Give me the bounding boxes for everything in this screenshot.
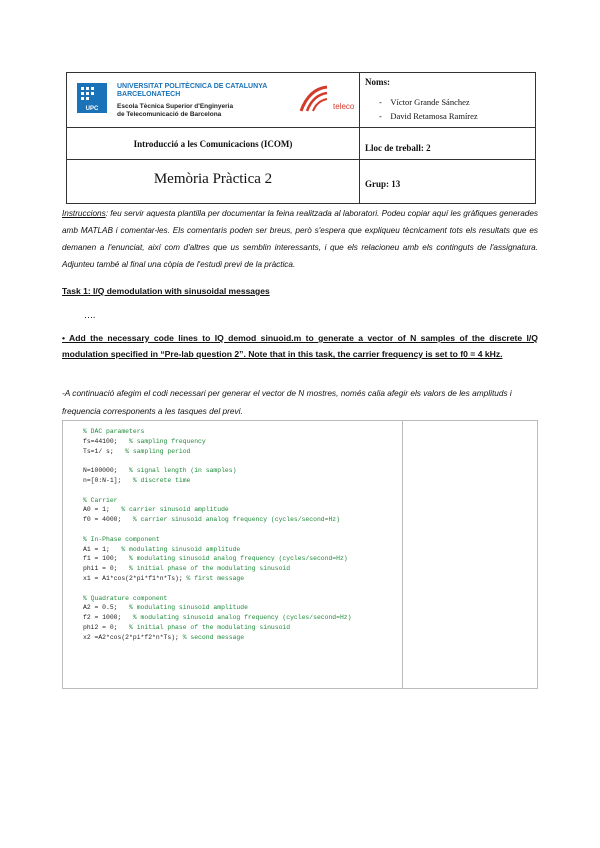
school-name: Escola Tècnica Superior d'Enginyeria de Telecomunicació de Barcelona xyxy=(117,103,234,118)
code-line xyxy=(83,613,351,623)
code-text: A0 = 1; xyxy=(83,506,122,514)
header-rule xyxy=(359,127,535,128)
header-rule xyxy=(67,159,535,160)
answer-text: -A continuació afegim el codi necessari per generar el vector de N mostres, només calia afegir els valors de les amplituds i frequencia corresponents a les tasques del previ. xyxy=(62,388,512,416)
code-comment: % modulating sinusoid analog frequency (cycles/second=Hz) xyxy=(129,555,348,563)
code-text: x2 =A2*cos(2*pi*f2*n*Ts); xyxy=(83,633,183,641)
code-text: f1 = 100; xyxy=(83,555,130,563)
code-text: A1 = 1; xyxy=(83,545,122,553)
upc-logo-icon xyxy=(77,83,107,113)
code-line xyxy=(83,496,351,506)
header-table xyxy=(66,72,536,204)
code-text: N=100000; xyxy=(83,467,130,475)
telecos-logo-icon xyxy=(295,81,359,119)
code-line xyxy=(83,466,351,476)
code-line xyxy=(83,427,351,437)
code-line xyxy=(83,456,351,466)
code-comment: % initial phase of the modulating sinusoid xyxy=(129,565,291,573)
header-divider xyxy=(359,73,360,203)
code-comment: % carrier sinusoid amplitude xyxy=(121,506,229,514)
code-line xyxy=(83,437,351,447)
code-line xyxy=(83,505,351,515)
code-text: n=[0:N-1]; xyxy=(83,476,133,484)
code-listing xyxy=(62,420,538,689)
code-line xyxy=(83,623,351,633)
student-name: - David Retamosa Ramírez xyxy=(379,111,478,121)
header-rule xyxy=(67,127,359,128)
group-label: Grup: 13 xyxy=(365,179,401,189)
report-title: Memòria Pràctica 2 xyxy=(153,171,273,187)
code-line xyxy=(83,486,351,496)
code-text: x1 = A1*cos(2*pi*f1*n*Ts); xyxy=(83,574,187,582)
code-line xyxy=(83,564,351,574)
code-text: phi1 = 0; xyxy=(83,565,130,573)
code-comment: % sampling frequency xyxy=(129,437,206,445)
code-line xyxy=(83,447,351,457)
code-line xyxy=(83,515,351,525)
code-line xyxy=(83,574,351,584)
task-instruction: • Add the necessary code lines to IQ demod sinuoid.m to generate a vector of N samples of the discrete I/Q modulation specified in “Pre-lab question 2”. Note that in this task, the carrier frequency is set to f0 = 4 kHz. xyxy=(62,333,538,359)
workstation-label: Lloc de treball: 2 xyxy=(365,143,431,153)
code-line xyxy=(83,633,351,643)
code-line xyxy=(83,554,351,564)
code-text: f2 = 1000; xyxy=(83,614,133,622)
code-text: A2 = 0.5; xyxy=(83,604,130,612)
code-comment: % Quadrature component xyxy=(83,594,168,602)
code-text: f0 = 4000; xyxy=(83,516,133,524)
svg-text:teleco: teleco xyxy=(333,102,355,111)
code-comment: % second message xyxy=(182,633,245,641)
course-title: Introducció a les Comunicacions (ICOM) xyxy=(133,139,293,149)
code-text: phi2 = 0; xyxy=(83,623,130,631)
code-comment: % Carrier xyxy=(83,496,118,504)
code-line xyxy=(83,535,351,545)
code-comment: % modulating sinusoid amplitude xyxy=(121,545,241,553)
names-label: Noms: xyxy=(365,77,390,87)
ellipsis: …. xyxy=(84,310,96,320)
code-divider xyxy=(402,421,403,688)
code-comment: % DAC parameters xyxy=(83,428,145,435)
code-line xyxy=(83,545,351,555)
code-comment: % first message xyxy=(186,574,245,582)
code-text: fs=44100; xyxy=(83,437,130,445)
code-comment: % initial phase of the modulating sinusoid xyxy=(129,623,291,631)
student-name: - Víctor Grande Sánchez xyxy=(379,97,470,107)
svg-text:UPC: UPC xyxy=(85,106,99,112)
code-comment: % modulating sinusoid analog frequency (cycles/second=Hz) xyxy=(132,614,352,622)
instructions: Instruccions: feu servir aquesta plantilla per documentar la feina realitzada al laboratori. Podeu copiar aquí les gràfiques generades amb MATLAB i comentar-les. Els comentaris poden ser breus, però s'espera que expliqueu tècnicament tots els resultats que es demanen a l'enunciat, així com d'altres que us semblin interessants, i que els relacioneu amb els continguts de l'assignatura. Adjunteu també al final una còpia de l'estudi previ de la pràctica. xyxy=(62,209,538,269)
code-line xyxy=(83,525,351,535)
code-line xyxy=(83,603,351,613)
code-comment: % discrete time xyxy=(132,476,191,484)
code-comment: % In-Phase component xyxy=(83,535,160,543)
code-comment: % carrier sinusoid analog frequency (cycles/second=Hz) xyxy=(132,516,340,524)
code-comment: % sampling period xyxy=(125,447,191,455)
code-text: Ts=1/ s; xyxy=(83,447,126,455)
code-block xyxy=(83,427,351,643)
code-line xyxy=(83,584,351,594)
university-name: UNIVERSITAT POLITÈCNICA DE CATALUNYA BARCELONATECH xyxy=(117,83,268,98)
code-line xyxy=(83,476,351,486)
task-title: Task 1: I/Q demodulation with sinusoidal messages xyxy=(62,286,270,296)
code-line xyxy=(83,594,351,604)
code-comment: % modulating sinusoid amplitude xyxy=(129,604,248,612)
code-comment: % signal length (in samples) xyxy=(129,467,237,475)
